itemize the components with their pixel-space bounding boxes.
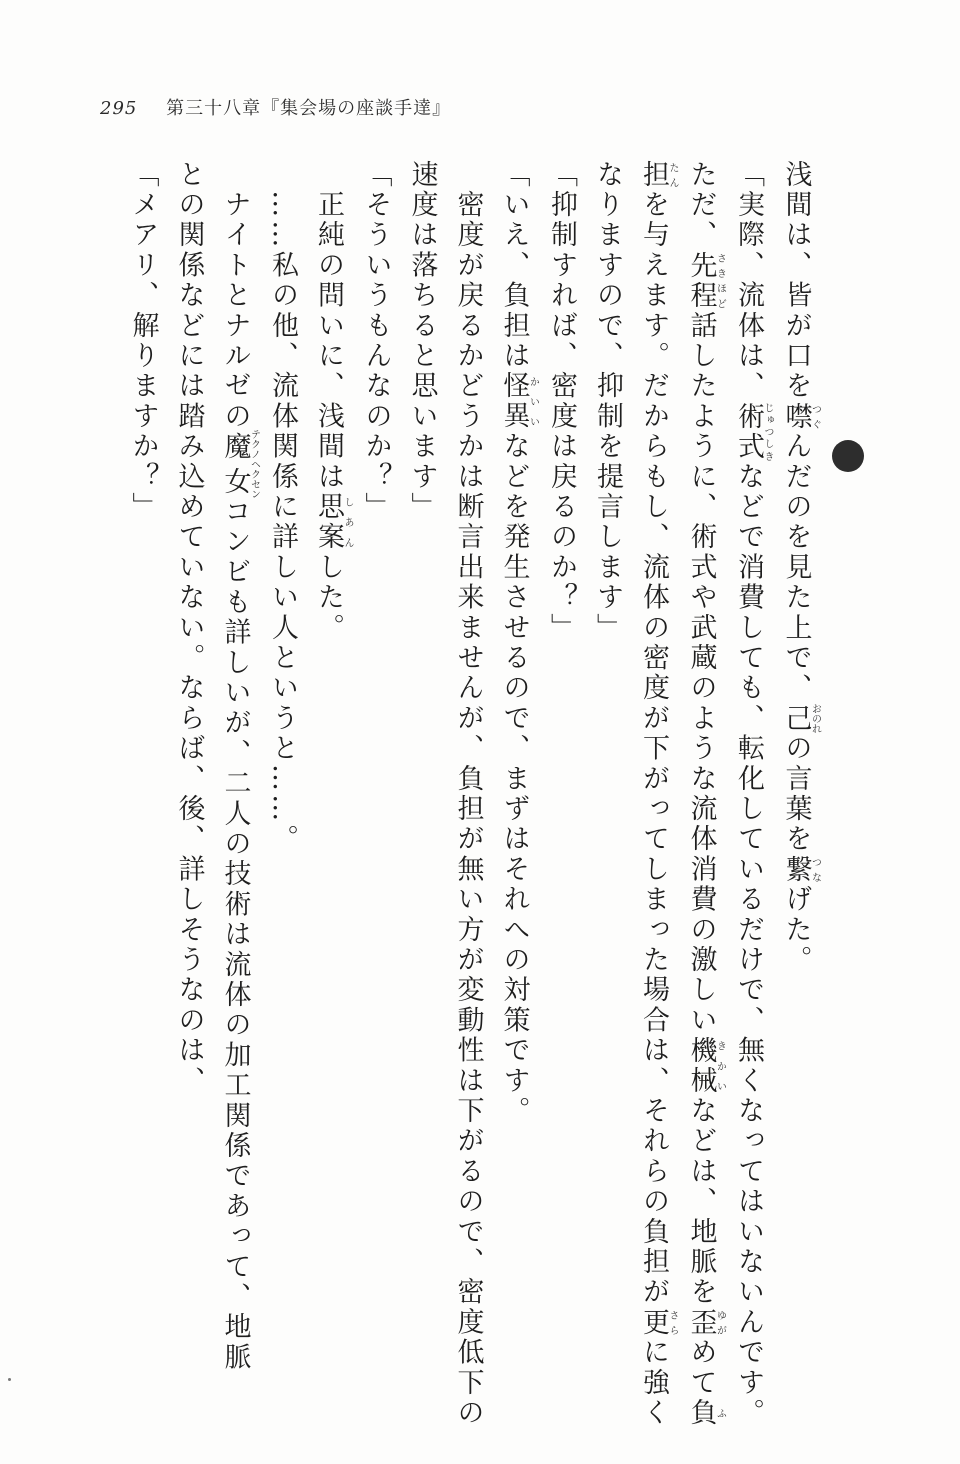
- text-line: 浅間は、皆が口を噤つぐんだのを見た上で、己おのれの言葉を繋つなげた。: [780, 160, 821, 976]
- ruby-annotation: 負ふ: [685, 1398, 726, 1429]
- ruby-annotation: 繋つな: [780, 854, 821, 885]
- text-line: 担たんを与えます。だからもし、流体の密度が下がってしまった場合は、それらの負担が更さらに強く: [638, 160, 678, 1429]
- text-line: との関係などには踏み込めていない。ならば、後、詳しそうなのは、: [173, 160, 205, 1097]
- ruby-annotation: 思案しあん: [313, 492, 353, 553]
- text-line: 「抑制すれば、密度は戻るのか？」: [546, 160, 577, 644]
- text-line: 「そういうもんなのか？」: [360, 160, 392, 523]
- text-line: なりますので、抑制を提言します」: [592, 160, 623, 644]
- ruby-annotation: 更さら: [638, 1307, 678, 1338]
- text-line: 「メアリ、解りますか？」: [127, 160, 159, 523]
- ruby-annotation: 機械きかい: [685, 1035, 726, 1097]
- text-line: 「いえ、負担は怪異かいいなどを発生させるので、まずはそれへの対策です。: [498, 160, 539, 1127]
- ruby-annotation: 担たん: [638, 160, 678, 191]
- text-line: 密度が戻るかどうかは断言出来ませんが、負担が無い方が変動性は下がるので、密度低下の: [452, 160, 484, 1429]
- text-line: 正純の問いに、浅間は思案しあんした。: [313, 160, 353, 644]
- ink-blot: [832, 440, 864, 472]
- chapter-title: 第三十八章『集会場の座談手達』: [166, 98, 452, 119]
- text-line: ただ、先程さきほど話したように、術式や武蔵のような流体消費の激しい機械きかいなどは、地脈を歪ゆがめて負ふ: [685, 160, 726, 1429]
- ruby-annotation: 歪ゆが: [685, 1307, 726, 1338]
- page-number: 295: [100, 98, 138, 119]
- ruby-annotation: 先程さきほど: [685, 250, 726, 312]
- text-line: ナイトとナルゼの魔女テクノヘクセンコンビも詳しいが、二人の技術は流体の加工関係であって、地脈: [219, 160, 260, 1373]
- running-header: [100, 94, 451, 120]
- ruby-annotation: 噤つぐ: [780, 401, 821, 432]
- vertical-body-text: [120, 160, 821, 1429]
- text-line: 速度は落ちると思います」: [406, 160, 438, 523]
- ruby-annotation: 怪異かいい: [498, 371, 539, 432]
- text-line: ……私の他、流体関係に詳しい人というと……。: [267, 160, 298, 855]
- text-line: 「実際、流体は、術式じゅつしきなどで消費しても、転化しているだけで、無くなってはいないんです。: [733, 160, 773, 1429]
- ruby-annotation: 術式じゅつしき: [733, 401, 773, 463]
- ruby-annotation: 己おのれ: [780, 703, 821, 734]
- ruby-annotation: 魔女テクノヘクセン: [219, 429, 260, 500]
- ink-speck: [8, 1378, 11, 1381]
